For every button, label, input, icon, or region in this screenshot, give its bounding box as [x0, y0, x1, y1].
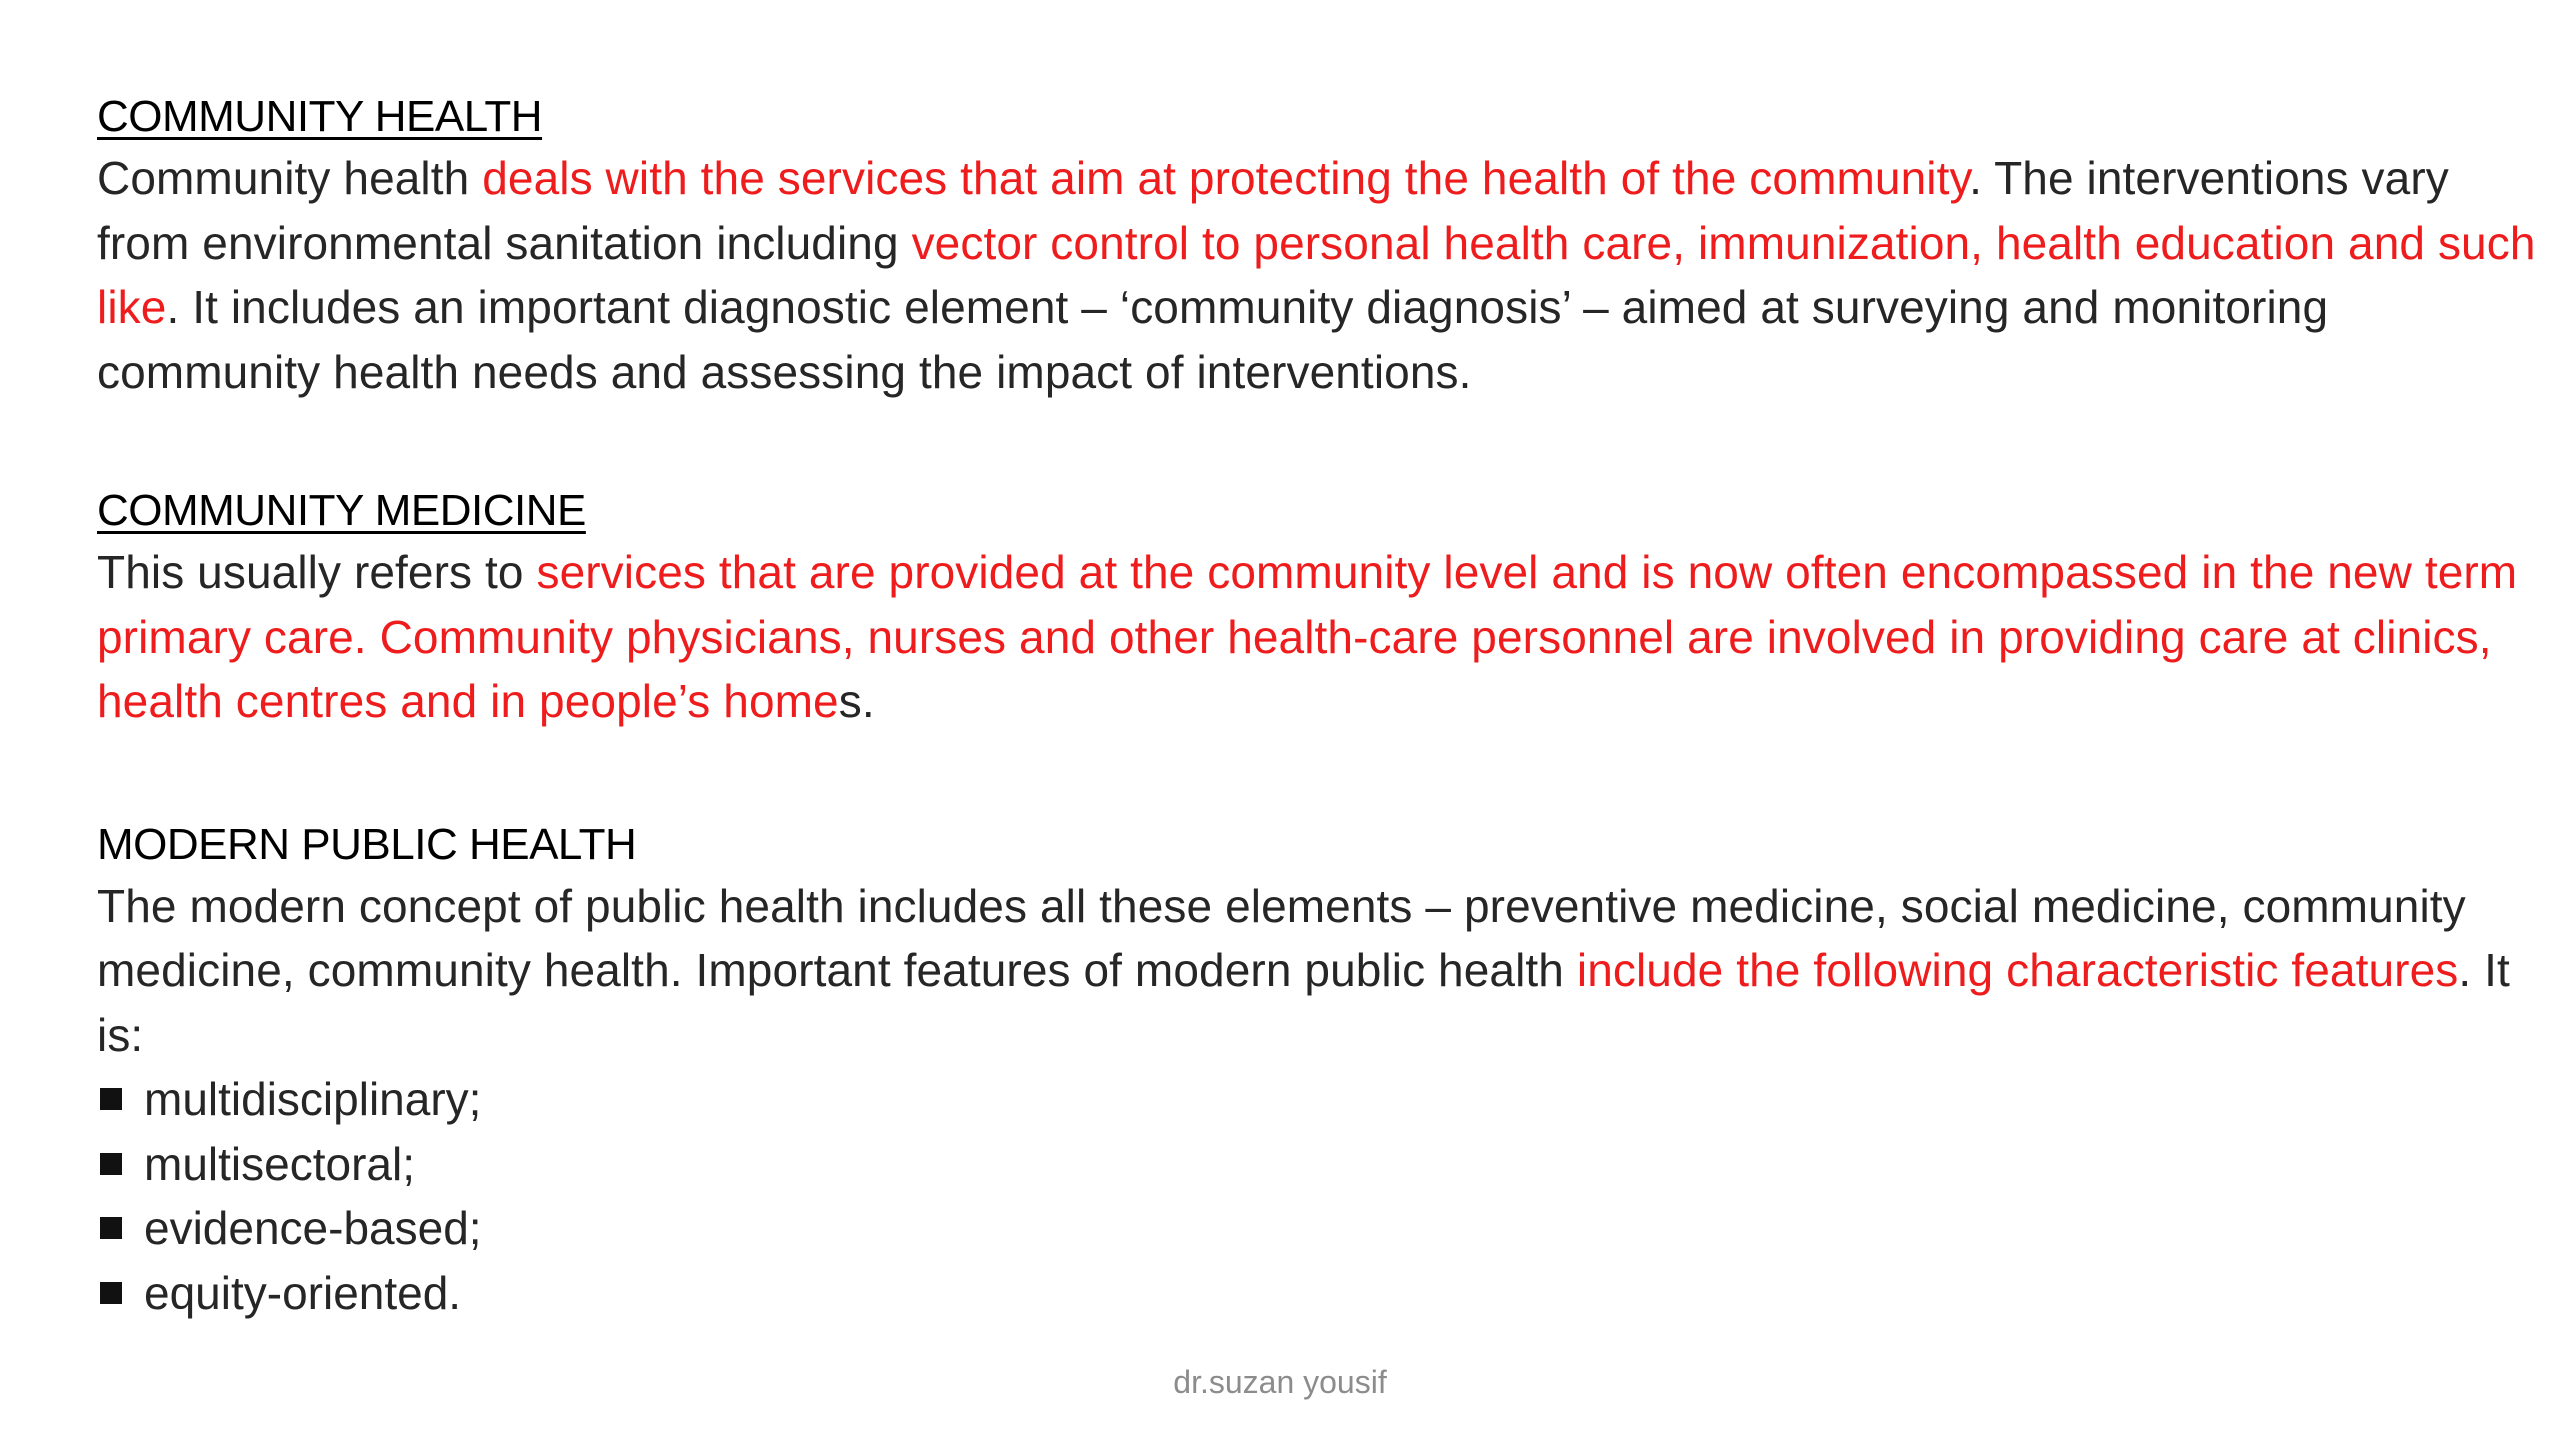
highlighted-text: deals with the services that aim at protecting the health of the community: [482, 152, 1970, 204]
text-segment: . It includes an important diagnostic element – ‘community diagnosis’ – aimed at surveying and monitoring community health needs and assessing the impact of interventions.: [97, 281, 2329, 398]
text-segment: . It is:: [97, 944, 2510, 1061]
footer-author: dr.suzan yousif: [1173, 1364, 1387, 1400]
section-heading: MODERN PUBLIC HEALTH: [97, 819, 637, 869]
slide-content: [97, 88, 2537, 1325]
section-paragraph: [97, 146, 2537, 404]
section-modern-public-health: [97, 816, 2537, 1326]
list-item: multisectoral;: [97, 1132, 2537, 1197]
text-segment: The modern concept of public health includes all these elements – preventive medicine, social medicine, community medicine, community health. Important features of modern public health: [97, 879, 2466, 996]
text-segment: This usually refers to: [97, 546, 537, 598]
square-bullet-icon: [100, 1153, 122, 1175]
list-item: evidence-based;: [97, 1196, 2537, 1261]
text-segment: s.: [838, 675, 875, 727]
text-segment: Community health: [97, 152, 483, 204]
list-item: multidisciplinary;: [97, 1067, 2537, 1132]
section-paragraph: [97, 874, 2537, 1068]
highlighted-text: include the following characteristic features: [1576, 944, 2459, 996]
highlighted-text: vector control to personal health care, immunization, health education and such like: [97, 216, 2536, 333]
square-bullet-icon: [100, 1282, 122, 1304]
feature-list: [97, 1067, 2537, 1325]
highlighted-text: services that are provided at the community level and is now often encompassed in the new term primary care. Community physicians, nurses and other health-care personnel are involved in providing care at clinics, health centres and in people’s home: [97, 546, 2518, 727]
section-heading: COMMUNITY HEALTH: [97, 92, 543, 141]
section-heading: COMMUNITY MEDICINE: [97, 486, 586, 535]
section-paragraph: [97, 540, 2537, 734]
section-community-medicine: [97, 482, 2537, 734]
section-community-health: [97, 88, 2537, 404]
square-bullet-icon: [100, 1088, 122, 1110]
text-segment: . The interventions vary from environmental sanitation including: [97, 152, 2449, 269]
list-item: equity-oriented.: [97, 1261, 2537, 1326]
square-bullet-icon: [100, 1217, 122, 1239]
